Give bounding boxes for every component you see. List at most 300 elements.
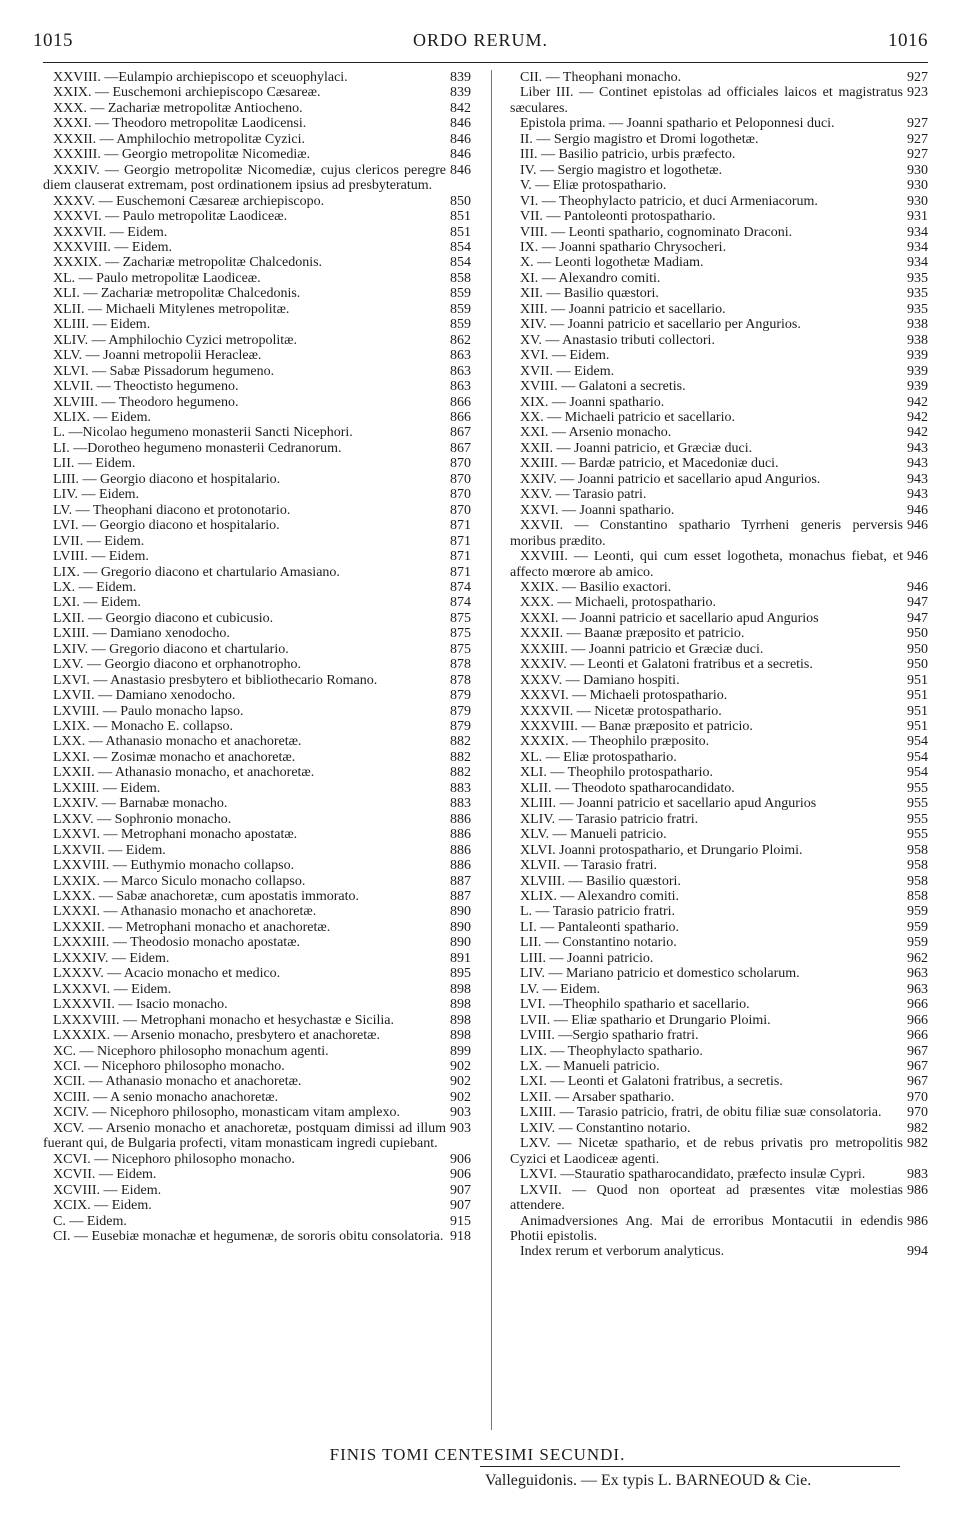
toc-page-number: 934 <box>907 239 928 255</box>
toc-page-number: 947 <box>907 595 928 611</box>
toc-entry-text: C. — Eidem. <box>53 1213 127 1229</box>
toc-entry <box>43 1198 471 1213</box>
toc-entry-text: XCIII. — A senio monacho anachoretæ. <box>53 1089 279 1105</box>
toc-page-number: 858 <box>907 889 928 905</box>
toc-entry <box>510 132 928 147</box>
toc-entry-text: XXV. — Tarasio patri. <box>520 487 647 503</box>
toc-entry-text: XL. — Eliæ protospathario. <box>520 749 677 765</box>
toc-entry <box>510 935 928 950</box>
toc-entry-text: LXXXV. — Acacio monacho et medico. <box>53 966 281 982</box>
toc-entry <box>43 534 471 549</box>
toc-entry <box>43 85 471 100</box>
toc-entry <box>510 286 928 301</box>
toc-entry-text: XLIX. — Alexandro comiti. <box>520 889 680 905</box>
toc-page-number: 862 <box>450 332 471 348</box>
toc-entry-text: XXXIII. — Joanni patricio et Græciæ duci. <box>520 641 764 657</box>
toc-entry <box>43 1105 471 1120</box>
toc-page-number: 970 <box>907 1089 928 1105</box>
toc-entry <box>510 1090 928 1105</box>
toc-entry-text: LIII. — Georgio diacono et hospitalario. <box>53 471 281 487</box>
toc-entry-text: XLVII. — Theoctisto hegumeno. <box>53 379 239 395</box>
toc-entry-text: XLI. — Zachariæ metropolitæ Chalcedonis. <box>53 286 301 302</box>
toc-page-number: 902 <box>450 1059 471 1074</box>
toc-entry-text: LXXVI. — Metrophani monacho apostatæ. <box>53 827 298 843</box>
toc-entry <box>43 1183 471 1198</box>
toc-page-number: 947 <box>907 610 928 626</box>
toc-entry-text: LXV. — Nicetæ spathario, et de rebus privatis pro metropolitis Cyzici et Laodiceæ agenti. <box>510 1136 903 1167</box>
toc-entry <box>510 750 928 765</box>
toc-page-number: 942 <box>907 409 928 425</box>
toc-entry <box>510 70 928 85</box>
toc-entry <box>43 549 471 564</box>
toc-entry <box>510 271 928 286</box>
toc-page-number: 955 <box>907 811 928 827</box>
toc-entry <box>510 116 928 131</box>
toc-page-number: 907 <box>450 1198 471 1214</box>
toc-entry-text: XLIV. — Tarasio patricio fratri. <box>520 811 699 827</box>
toc-entry <box>510 1028 928 1043</box>
toc-page-number: 898 <box>450 981 471 997</box>
toc-page-number: 970 <box>907 1105 928 1121</box>
toc-page-number: 946 <box>907 502 928 518</box>
page-number-right: 1016 <box>888 30 928 51</box>
toc-entry <box>510 812 928 827</box>
toc-page-number: 866 <box>450 394 471 410</box>
toc-entry-text: XLII. — Michaeli Mitylenes metropolitæ. <box>53 301 290 317</box>
toc-entry <box>510 657 928 672</box>
toc-page-number: 994 <box>907 1244 928 1260</box>
toc-page-number: 890 <box>450 919 471 935</box>
toc-entry <box>43 101 471 116</box>
toc-entry-text: XLVIII. — Basilio quæstori. <box>520 873 681 889</box>
toc-page-number: 886 <box>450 827 471 843</box>
toc-entry <box>43 920 471 935</box>
toc-page-number: 954 <box>907 749 928 765</box>
toc-page-number: 950 <box>907 657 928 673</box>
toc-entry <box>43 255 471 270</box>
toc-entry <box>510 982 928 997</box>
toc-page-number: 943 <box>907 471 928 487</box>
toc-page-number: 967 <box>907 1059 928 1074</box>
toc-entry-text: LXV. — Georgio diacono et orphanotropho. <box>53 657 301 673</box>
toc-page-number: 927 <box>907 147 928 163</box>
toc-entry-text: LII. — Constantino notario. <box>520 935 677 951</box>
toc-entry-text: II. — Sergio magistro et Dromi logothetæ. <box>520 131 759 147</box>
toc-page-number: 959 <box>907 935 928 951</box>
toc-entry <box>510 348 928 363</box>
toc-entry-text: LVIII. — Eidem. <box>53 549 149 565</box>
toc-page-number: 967 <box>907 1074 928 1090</box>
toc-entry <box>43 271 471 286</box>
toc-entry-text: XI. — Alexandro comiti. <box>520 270 661 286</box>
toc-entry <box>510 1214 928 1245</box>
toc-page-number: 879 <box>450 719 471 735</box>
toc-entry <box>510 1244 928 1259</box>
toc-entry-text: LXVII. — Damiano xenodocho. <box>53 688 236 704</box>
toc-entry-text: XXIX. — Euschemoni archiepiscopo Cæsareæ. <box>53 85 321 101</box>
toc-entry-text: XV. — Anastasio tributi collectori. <box>520 332 715 348</box>
toc-entry <box>510 472 928 487</box>
toc-entry-text: XXIII. — Bardæ patricio, et Macedoniæ duci. <box>520 456 779 472</box>
toc-entry <box>510 920 928 935</box>
printer-imprint: Valleguidonis. — Ex typis L. BARNEOUD & Cie. <box>485 1472 812 1489</box>
toc-entry-text: XXXV. — Damiano hospiti. <box>520 672 680 688</box>
right-column <box>510 70 928 1260</box>
toc-entry-text: LI. — Pantaleonti spathario. <box>520 919 680 935</box>
left-column <box>43 70 471 1244</box>
toc-entry-text: XXXVI. — Paulo metropolitæ Laodiceæ. <box>53 209 288 225</box>
toc-entry <box>510 1059 928 1074</box>
toc-entry <box>510 611 928 626</box>
toc-entry-text: XXXVII. — Nicetæ protospathario. <box>520 703 722 719</box>
toc-page-number: 927 <box>907 70 928 85</box>
toc-entry-text: XXXIII. — Georgio metropolitæ Nicomediæ. <box>53 147 311 163</box>
toc-page-number: 886 <box>450 842 471 858</box>
toc-page-number: 863 <box>450 379 471 395</box>
toc-page-number: 907 <box>450 1182 471 1198</box>
toc-page-number: 958 <box>907 858 928 874</box>
toc-entry-text: CII. — Theophani monacho. <box>520 70 682 85</box>
toc-entry <box>43 1013 471 1028</box>
toc-entry-text: XXXVII. — Eidem. <box>53 224 168 240</box>
toc-page-number: 951 <box>907 719 928 735</box>
toc-entry-text: XXXIV. — Georgio metropolitæ Nicomediæ, cujus clericos peregre diem clauserat extremam, post ordinationem ipsius ad presbyteratum. <box>43 162 446 194</box>
toc-entry <box>43 750 471 765</box>
toc-page-number: 935 <box>907 301 928 317</box>
toc-entry-text: XXXII. — Baanæ præposito et patricio. <box>520 626 745 642</box>
toc-entry-text: XIX. — Joanni spathario. <box>520 394 665 410</box>
toc-entry-text: XCI. — Nicephoro philosopho monacho. <box>53 1059 285 1074</box>
toc-page-number: 890 <box>450 935 471 951</box>
toc-entry-text: LVI. — Georgio diacono et hospitalario. <box>53 518 280 534</box>
toc-page-number: 898 <box>450 1028 471 1044</box>
toc-entry <box>43 395 471 410</box>
toc-entry-text: XLVIII. — Theodoro hegumeno. <box>53 394 239 410</box>
toc-page-number: 927 <box>907 116 928 132</box>
toc-page-number: 959 <box>907 904 928 920</box>
toc-page-number: 866 <box>450 409 471 425</box>
toc-entry <box>510 302 928 317</box>
toc-entry-text: LXXXVI. — Eidem. <box>53 981 172 997</box>
toc-page-number: 890 <box>450 904 471 920</box>
toc-entry-text: XXVI. — Joanni spathario. <box>520 502 675 518</box>
toc-entry-text: LXIII. — Damiano xenodocho. <box>53 626 230 642</box>
toc-entry <box>510 85 928 116</box>
toc-entry-text: LXXVII. — Eidem. <box>53 842 166 858</box>
toc-entry-text: XLI. — Theophilo protospathario. <box>520 765 713 781</box>
toc-page-number: 906 <box>450 1167 471 1183</box>
toc-page-number: 859 <box>450 317 471 333</box>
toc-entry-text: XLV. — Joanni metropolii Heracleæ. <box>53 348 262 364</box>
toc-entry-text: XCIX. — Eidem. <box>53 1198 152 1214</box>
toc-entry-text: LXVI. — Anastasio presbytero et bibliothecario Romano. <box>53 672 378 688</box>
toc-entry-text: LXIII. — Tarasio patricio, fratri, de obitu filiæ suæ consolatoria. <box>520 1105 882 1121</box>
toc-page-number: 930 <box>907 162 928 178</box>
toc-entry-text: XLIII. — Eidem. <box>53 317 151 333</box>
toc-page-number: 934 <box>907 255 928 271</box>
toc-page-number: 951 <box>907 703 928 719</box>
toc-page-number: 875 <box>450 641 471 657</box>
toc-page-number: 958 <box>907 873 928 889</box>
toc-entry-text: XX. — Michaeli patricio et sacellario. <box>520 409 735 425</box>
toc-entry-text: XXXI. — Joanni patricio et sacellario apud Angurios <box>520 610 819 626</box>
toc-entry <box>43 1090 471 1105</box>
toc-entry <box>510 518 928 549</box>
toc-entry <box>43 858 471 873</box>
toc-entry <box>43 765 471 780</box>
toc-page-number: 986 <box>907 1182 928 1198</box>
toc-page-number: 938 <box>907 317 928 333</box>
toc-page-number: 959 <box>907 919 928 935</box>
toc-entry-text: LXII. — Arsaber spathario. <box>520 1089 675 1105</box>
toc-entry <box>43 70 471 85</box>
toc-entry <box>43 240 471 255</box>
toc-entry <box>510 874 928 889</box>
toc-entry-text: XXVIII. — Leonti, qui cum esset logotheta, monachus fiebat, et affecto mœrore ab amico. <box>510 549 903 580</box>
toc-entry-text: LI. —Dorotheo hegumeno monasterii Cedranorum. <box>53 440 342 456</box>
toc-entry-text: XVIII. — Galatoni a secretis. <box>520 379 686 395</box>
toc-entry <box>510 410 928 425</box>
toc-entry-text: XLIII. — Joanni patricio et sacellario apud Angurios <box>520 796 817 812</box>
running-title: ORDO RERUM. <box>412 30 548 50</box>
toc-entry-text: V. — Eliæ protospathario. <box>520 178 667 194</box>
toc-page-number: 879 <box>450 703 471 719</box>
toc-entry <box>510 317 928 332</box>
toc-entry <box>510 642 928 657</box>
toc-page-number: 854 <box>450 239 471 255</box>
toc-entry-text: XLVI. — Sabæ Pissadorum hegumeno. <box>53 363 275 379</box>
toc-entry-text: LX. — Manueli patricio. <box>520 1059 660 1074</box>
toc-entry <box>510 1136 928 1167</box>
finis-line: FINIS TOMI CENTESIMI SECUNDI. <box>329 1445 626 1464</box>
toc-page-number: 927 <box>907 131 928 147</box>
toc-entry <box>510 194 928 209</box>
toc-page-number: 871 <box>450 564 471 580</box>
toc-entry <box>43 518 471 533</box>
toc-entry <box>43 209 471 224</box>
toc-entry-text: VI. — Theophylacto patricio, et duci Armeniacorum. <box>520 193 818 209</box>
toc-entry-text: LXXXI. — Athanasio monacho et anachoretæ. <box>53 904 317 920</box>
toc-page-number: 935 <box>907 286 928 302</box>
toc-page-number: 954 <box>907 765 928 781</box>
toc-page-number: 871 <box>450 549 471 565</box>
toc-entry <box>43 796 471 811</box>
toc-entry-text: LXXX. — Sabæ anachoretæ, cum apostatis immorato. <box>53 889 359 905</box>
toc-entry <box>43 425 471 440</box>
toc-entry-text: LXXII. — Athanasio monacho, et anachoretæ. <box>53 765 315 781</box>
toc-entry <box>510 1074 928 1089</box>
toc-entry-text: LXII. — Georgio diacono et cubicusio. <box>53 610 274 626</box>
toc-page-number: 982 <box>907 1136 928 1152</box>
toc-page-number: 871 <box>450 533 471 549</box>
toc-entry-text: LXXI. — Zosimæ monacho et anachoretæ. <box>53 749 296 765</box>
toc-page-number: 839 <box>450 85 471 101</box>
header-rule <box>43 62 928 63</box>
toc-page-number: 939 <box>907 379 928 395</box>
toc-page-number: 898 <box>450 1012 471 1028</box>
toc-entry <box>43 565 471 580</box>
toc-entry-text: LXVIII. — Paulo monacho lapso. <box>53 703 244 719</box>
toc-page-number: 842 <box>450 100 471 116</box>
toc-page-number: 899 <box>450 1043 471 1059</box>
toc-page-number: 906 <box>450 1151 471 1167</box>
toc-entry <box>510 889 928 904</box>
toc-entry <box>510 997 928 1012</box>
toc-entry-text: XCV. — Arsenio monacho et anachoretæ, postquam dimissi ad illum fuerant qui, de Bulgaria profecti, vitam monasticam ingredi cupiebant. <box>43 1120 446 1152</box>
toc-entry-text: XCVIII. — Eidem. <box>53 1182 162 1198</box>
toc-entry-text: XVI. — Eidem. <box>520 348 610 364</box>
toc-page-number: 966 <box>907 997 928 1013</box>
toc-entry-text: LXIV. — Constantino notario. <box>520 1120 691 1136</box>
toc-entry <box>510 240 928 255</box>
toc-entry <box>43 286 471 301</box>
toc-entry <box>43 116 471 131</box>
toc-entry <box>510 379 928 394</box>
toc-page-number: 946 <box>907 549 928 565</box>
toc-entry-text: LXI. — Leonti et Galatoni fratribus, a secretis. <box>520 1074 783 1090</box>
toc-page-number: 983 <box>907 1167 928 1183</box>
toc-page-number: 938 <box>907 332 928 348</box>
toc-page-number: 882 <box>450 734 471 750</box>
toc-entry-text: XXXI. — Theodoro metropolitæ Laodicensi. <box>53 116 307 132</box>
toc-page-number: 955 <box>907 796 928 812</box>
toc-entry-text: LII. — Eidem. <box>53 456 136 472</box>
toc-entry-text: LVII. — Eidem. <box>53 533 145 549</box>
toc-page-number: 882 <box>450 765 471 781</box>
toc-entry <box>43 843 471 858</box>
toc-page-number: 986 <box>907 1213 928 1229</box>
toc-entry-text: IV. — Sergio magistro et logothetæ. <box>520 162 723 178</box>
toc-entry <box>510 734 928 749</box>
toc-entry <box>510 1183 928 1214</box>
toc-entry <box>43 410 471 425</box>
toc-page-number: 875 <box>450 610 471 626</box>
toc-entry <box>43 1059 471 1074</box>
toc-page-number: 946 <box>907 518 928 534</box>
toc-entry <box>43 997 471 1012</box>
toc-page-number: 950 <box>907 641 928 657</box>
toc-entry <box>510 796 928 811</box>
toc-entry <box>510 549 928 580</box>
toc-entry-text: LIV. — Mariano patricio et domestico scholarum. <box>520 966 800 982</box>
toc-page-number: 918 <box>450 1228 471 1244</box>
toc-entry-text: LV. — Eidem. <box>520 981 601 997</box>
toc-entry-text: XLVI. Joanni protospathario, et Drungario Ploimi. <box>520 842 803 858</box>
toc-page-number: 870 <box>450 487 471 503</box>
toc-page-number: 875 <box>450 626 471 642</box>
toc-entry-text: Animadversiones Ang. Mai de erroribus Montacutii in edendis Photii epistolis. <box>510 1213 903 1244</box>
toc-page-number: 882 <box>450 749 471 765</box>
toc-entry <box>43 456 471 471</box>
toc-page-number: 903 <box>450 1105 471 1121</box>
toc-page-number: 870 <box>450 502 471 518</box>
toc-entry-text: L. —Nicolao hegumeno monasterii Sancti Nicephori. <box>53 425 353 441</box>
toc-entry-text: XXXVI. — Michaeli protospathario. <box>520 688 728 704</box>
toc-entry-text: CI. — Eusebiæ monachæ et hegumenæ, de sororis obitu consolatoria. <box>53 1228 444 1244</box>
toc-entry <box>43 580 471 595</box>
toc-entry <box>510 147 928 162</box>
toc-page-number: 867 <box>450 440 471 456</box>
toc-entry <box>510 225 928 240</box>
toc-entry <box>43 611 471 626</box>
toc-page-number: 943 <box>907 487 928 503</box>
toc-entry-text: XIII. — Joanni patricio et sacellario. <box>520 301 726 317</box>
toc-entry-text: XL. — Paulo metropolitæ Laodiceæ. <box>53 270 261 286</box>
toc-entry-text: LXXIX. — Marco Siculo monacho collapso. <box>53 873 306 889</box>
toc-entry-text: XCIV. — Nicephoro philosopho, monasticam vitam amplexo. <box>53 1105 400 1121</box>
toc-entry <box>43 951 471 966</box>
toc-entry <box>43 827 471 842</box>
toc-entry <box>43 441 471 456</box>
toc-entry-text: X. — Leonti logothetæ Madiam. <box>520 255 704 271</box>
toc-entry <box>510 441 928 456</box>
toc-page-number: 870 <box>450 471 471 487</box>
toc-page-number: 874 <box>450 595 471 611</box>
toc-page-number: 902 <box>450 1089 471 1105</box>
toc-entry <box>43 163 471 194</box>
toc-entry <box>510 966 928 981</box>
toc-page-number: 891 <box>450 950 471 966</box>
toc-entry <box>43 472 471 487</box>
toc-entry-text: LXX. — Athanasio monacho et anachoretæ. <box>53 734 302 750</box>
toc-entry <box>43 1229 471 1244</box>
toc-entry <box>510 209 928 224</box>
toc-page-number: 930 <box>907 193 928 209</box>
toc-page-number: 967 <box>907 1043 928 1059</box>
toc-page-number: 966 <box>907 1028 928 1044</box>
toc-page-number: 859 <box>450 286 471 302</box>
toc-page-number: 886 <box>450 858 471 874</box>
toc-page-number: 858 <box>450 270 471 286</box>
toc-entry-text: XLV. — Manueli patricio. <box>520 827 667 843</box>
toc-entry-text: LXIV. — Gregorio diacono et chartulario. <box>53 641 289 657</box>
toc-entry-text: XXX. — Zachariæ metropolitæ Antiocheno. <box>53 100 303 116</box>
toc-entry <box>43 719 471 734</box>
toc-entry-text: XXXIX. — Zachariæ metropolitæ Chalcedonis. <box>53 255 323 271</box>
toc-page-number: 851 <box>450 224 471 240</box>
toc-page-number: 903 <box>450 1120 471 1136</box>
toc-page-number: 982 <box>907 1120 928 1136</box>
toc-entry <box>43 333 471 348</box>
toc-entry-text: LXXIV. — Barnabæ monacho. <box>53 796 228 812</box>
toc-page-number: 854 <box>450 255 471 271</box>
page-number-left: 1015 <box>33 30 73 51</box>
toc-entry-text: LXXV. — Sophronio monacho. <box>53 811 232 827</box>
toc-entry-text: LXI. — Eidem. <box>53 595 141 611</box>
toc-entry-text: XXII. — Joanni patricio, et Græciæ duci. <box>520 440 753 456</box>
toc-entry <box>510 487 928 502</box>
toc-entry-text: XXIV. — Joanni patricio et sacellario apud Angurios. <box>520 471 821 487</box>
toc-entry <box>510 395 928 410</box>
toc-entry <box>510 1167 928 1182</box>
toc-page-number: 954 <box>907 734 928 750</box>
toc-entry <box>510 333 928 348</box>
toc-entry <box>510 595 928 610</box>
toc-entry <box>510 255 928 270</box>
toc-entry <box>510 781 928 796</box>
toc-entry <box>510 456 928 471</box>
toc-page-number: 942 <box>907 425 928 441</box>
toc-entry-text: VII. — Pantoleonti protospathario. <box>520 209 716 225</box>
toc-page-number: 966 <box>907 1012 928 1028</box>
toc-entry-text: XXXII. — Amphilochio metropolitæ Cyzici. <box>53 131 305 147</box>
toc-page-number: 943 <box>907 440 928 456</box>
toc-page-number: 886 <box>450 811 471 827</box>
toc-entry-text: XXXIX. — Theophilo præposito. <box>520 734 710 750</box>
toc-entry-text: LXXIII. — Eidem. <box>53 780 161 796</box>
toc-entry <box>43 194 471 209</box>
toc-entry-text: LVI. —Theophilo spathario et sacellario. <box>520 997 750 1013</box>
